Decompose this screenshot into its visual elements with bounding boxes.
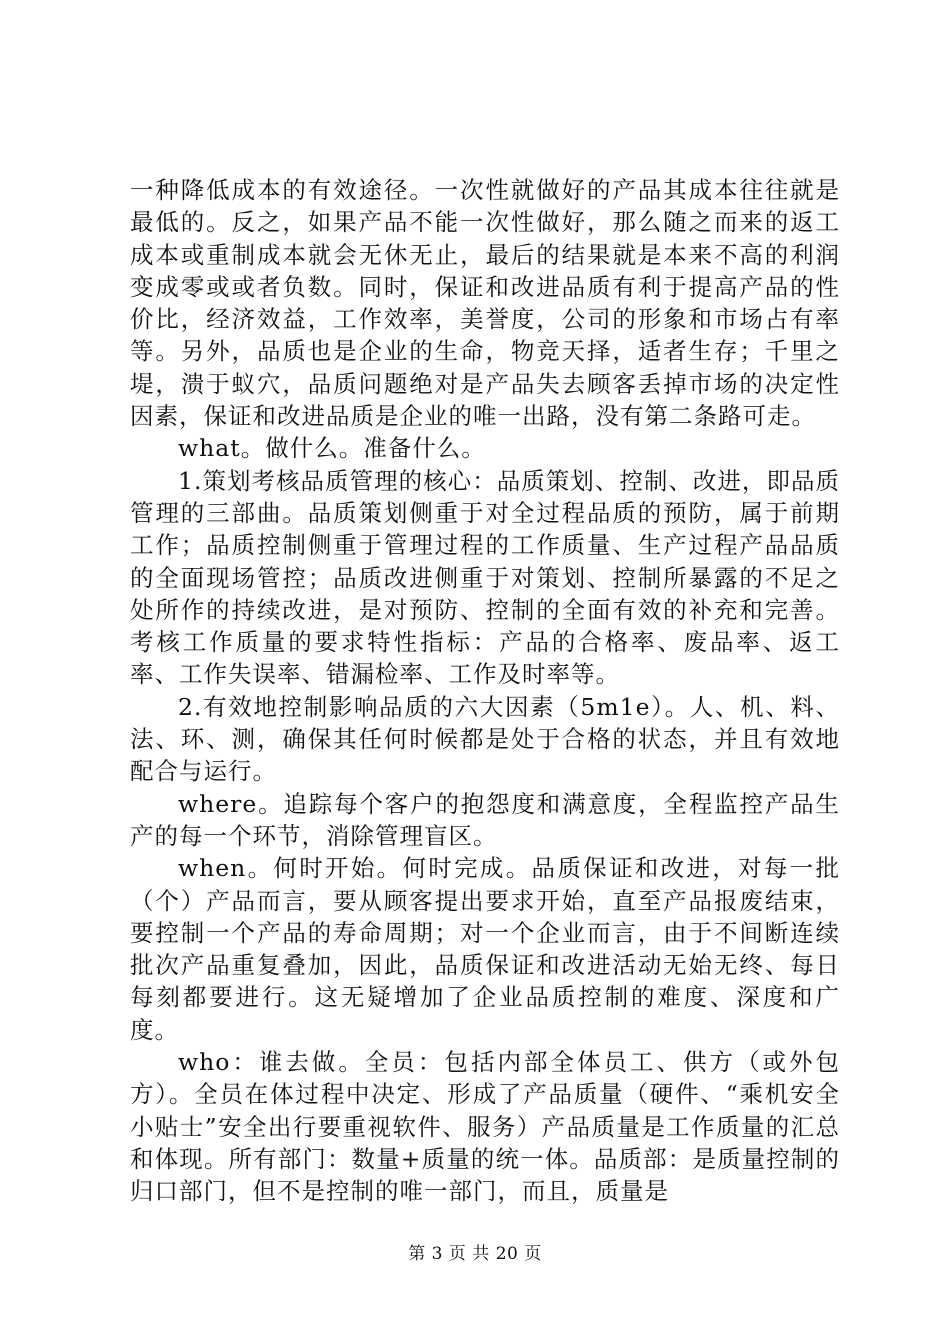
paragraph-item-2: 2.有效地控制影响品质的六大因素（5m1e）。人、机、料、法、环、测，确保其任何时候都是处于合格的状态，并且有效地配合与运行。 <box>130 692 840 786</box>
paragraph-who: who：谁去做。全员：包括内部全体员工、供方（或外包方）。全员在体过程中决定、形成了产品质量（硬件、“乘机安全小贴士”安全出行要重视软件、服务）产品质量是工作质量的汇总和体现。所有部门：数量+质量的统一体。品质部：是质量控制的归口部门，但不是控制的唯一部门，而且，质量是 <box>130 1048 840 1206</box>
paragraph-continuation: 一种降低成本的有效途径。一次性就做好的产品其成本往往就是最低的。反之，如果产品不能一次性做好，那么随之而来的返工成本或重制成本就会无休无止，最后的结果就是本来不高的利润变成零或或者负数。同时，保证和改进品质有利于提高产品的性价比，经济效益，工作效率，美誉度，公司的形象和市场占有率等。另外，品质也是企业的生命，物竞天择，适者生存；千里之堤，溃于蚁穴，品质问题绝对是产品失去顾客丢掉市场的决定性因素，保证和改进品质是企业的唯一出路，没有第二条路可走。 <box>130 176 840 431</box>
document-body <box>130 174 840 1208</box>
paragraph-what: what。做什么。准备什么。 <box>178 434 486 463</box>
page-footer: 第 3 页 共 20 页 <box>408 1244 542 1264</box>
paragraph-where: where。追踪每个客户的抱怨度和满意度，全程监控产品生产的每一个环节，消除管理盲区。 <box>130 789 840 850</box>
paragraph-item-1: 1.策划考核品质管理的核心：品质策划、控制、改进，即品质管理的三部曲。品质策划侧重于对全过程品质的预防，属于前期工作；品质控制侧重于管理过程的工作质量、生产过程产品品质的全面现场管控；品质改进侧重于对策划、控制所暴露的不足之处所作的持续改进，是对预防、控制的全面有效的补充和完善。考核工作质量的要求特性指标：产品的合格率、废品率、返工率、工作失误率、错漏检率、工作及时率等。 <box>130 466 840 689</box>
paragraph-when: when。何时开始。何时完成。品质保证和改进，对每一批（个）产品而言，要从顾客提出要求开始，直至产品报废结束，要控制一个产品的寿命周期；对一个企业而言，由于不间断连续批次产品重复叠加，因此，品质保证和改进活动无始无终、每日每刻都要进行。这无疑增加了企业品质控制的难度、深度和广度。 <box>130 854 840 1044</box>
